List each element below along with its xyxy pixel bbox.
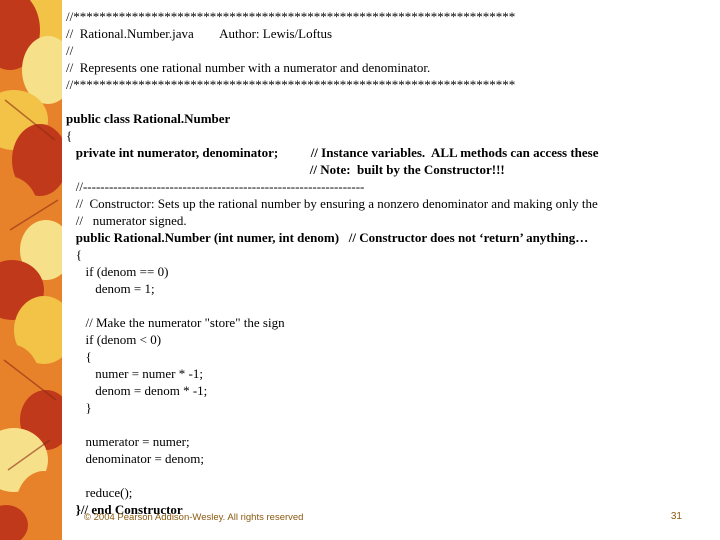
code-line-if-close-brace: }	[66, 400, 92, 415]
code-line-instance-variables: private int numerator, denominator; // Instance variables. ALL methods can access these	[66, 145, 599, 160]
code-line-constructor-comment-1: // Constructor: Sets up the rational number by ensuring a nonzero denominator and making only the	[66, 196, 598, 211]
copyright-footer: © 2004 Pearson Addison-Wesley. All rights reserved	[84, 512, 304, 523]
code-line-sign-comment: // Make the numerator "store" the sign	[66, 315, 285, 330]
code-line-reduce-call: reduce();	[66, 485, 133, 500]
code-line-end-constructor: }// end Constructor	[66, 502, 183, 517]
code-line-divider: //-----------------------------------------------------------------	[66, 179, 365, 194]
code-line-if-denom-zero: if (denom == 0)	[66, 264, 169, 279]
page-number: 31	[670, 511, 682, 522]
code-line-constructor-open-brace: {	[66, 247, 82, 262]
code-line-description: // Represents one rational number with a numerator and denominator.	[66, 60, 431, 75]
code-line-footer-rule: //********************************************************************	[66, 77, 516, 92]
code-line-constructor-note: // Note: built by the Constructor!!!	[66, 162, 505, 177]
code-line-comment-blank: //	[66, 43, 74, 58]
code-line-constructor-signature: public Rational.Number (int numer, int denom) // Constructor does not ‘return’ anything…	[66, 230, 589, 245]
code-line-denom-one: denom = 1;	[66, 281, 155, 296]
autumn-leaves-border	[0, 0, 62, 540]
code-line-class-open-brace: {	[66, 128, 73, 143]
code-line-filename: // Rational.Number.java Author: Lewis/Loftus	[66, 26, 333, 41]
code-line-if-denom-negative: if (denom < 0)	[66, 332, 162, 347]
code-line-constructor-comment-2: // numerator signed.	[66, 213, 187, 228]
leaves-image	[0, 0, 62, 540]
code-line-negate-numer: numer = numer * -1;	[66, 366, 203, 381]
code-line-assign-numerator: numerator = numer;	[66, 434, 190, 449]
code-line-negate-denom: denom = denom * -1;	[66, 383, 208, 398]
code-line-assign-denominator: denominator = denom;	[66, 451, 205, 466]
code-line-header-rule: //********************************************************************	[66, 9, 516, 24]
code-line-class-declaration: public class Rational.Number	[66, 111, 231, 126]
code-line-if-open-brace: {	[66, 349, 92, 364]
